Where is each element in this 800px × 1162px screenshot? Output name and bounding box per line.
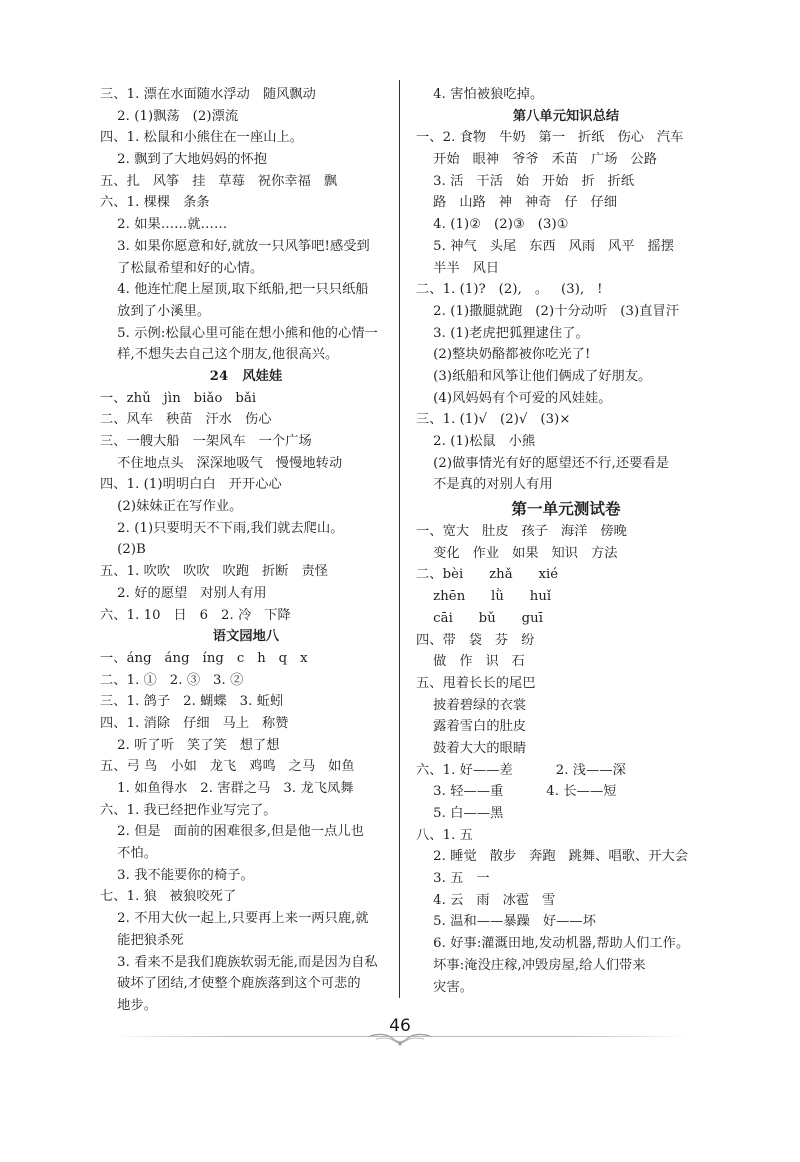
right-answer-line: 二、bèi zhǎ xié: [416, 567, 559, 583]
left-answer-line: (2)妹妹正在写作业。: [100, 499, 243, 515]
left-answer-line: 二、1. ① 2. ③ 3. ②: [100, 672, 244, 688]
left-answer-line: 三、1. 漂在水面随水浮动 随风飘动: [100, 87, 316, 102]
left-answer-line: 2. 飘到了大地妈妈的怀抱: [100, 152, 268, 168]
left-answer-line: 一、zhǔ jìn biǎo bǎi: [100, 390, 257, 406]
right-answer-line: (4)风妈妈有个可爱的风娃娃。: [416, 390, 612, 406]
right-answer-line: 六、1. 好——差 2. 浅——深: [416, 762, 626, 778]
right-answer-line: 五、甩着长长的尾巴: [416, 675, 536, 691]
right-answer-line: (2)做事情光有好的愿望还不行,还要看是: [416, 455, 670, 471]
left-answer-line: 六、1. 10 日 6 2. 冷 下降: [100, 607, 291, 623]
left-answer-line: 不怕。: [100, 846, 158, 862]
left-answer-line: 五、弓 鸟 小如 龙飞 鸡鸣 之马 如鱼: [100, 759, 355, 775]
right-answer-line: 八、1. 五: [416, 827, 473, 843]
right-answer-line: 3. (1)老虎把狐狸逮住了。: [416, 325, 589, 341]
right-answer-line: 3. 活 干活 始 开始 折 折纸: [416, 173, 635, 189]
left-answer-line: 四、1. 消除 仔细 马上 称赞: [100, 715, 289, 731]
right-answer-line: 一、2. 食物 牛奶 第一 折纸 伤心 汽车: [416, 130, 684, 146]
left-answer-line: 四、1. 松鼠和小熊住在一座山上。: [100, 130, 304, 146]
left-answer-line: 1. 如鱼得水 2. 害群之马 3. 龙飞凤舞: [100, 781, 354, 796]
left-answer-line: 2. 不用大伙一起上,只要再上来一两只鹿,就: [100, 911, 369, 927]
left-answer-line: 地步。: [100, 997, 158, 1013]
left-answer-line: 六、1. 我已经把作业写完了。: [100, 802, 277, 818]
right-answer-line: 5. 神气 头尾 东西 风雨 风平 摇摆: [416, 238, 675, 254]
left-answer-line: 3. 看来不是我们鹿族软弱无能,而是因为自私: [100, 954, 378, 970]
left-answer-line: 二、风车 秧苗 汗水 伤心: [100, 412, 272, 428]
left-answer-line: 2. 好的愿望 对别人有用: [100, 585, 267, 601]
left-answer-line: 4. 他连忙爬上屋顶,取下纸船,把一只只纸船: [100, 282, 369, 298]
left-answer-line: 能把狼杀死: [100, 932, 184, 948]
right-answer-line: 鼓着大大的眼睛: [416, 740, 527, 756]
left-answer-line: 五、1. 吹吹 吹吹 吹跑 折断 责怪: [100, 564, 329, 580]
right-section-heading: 第一单元测试卷: [511, 499, 621, 519]
left-answer-line: 2. 但是 面前的困难很多,但是他一点儿也: [100, 824, 365, 840]
left-answer-line: 四、1. (1)明明白白 开开心心: [100, 477, 282, 493]
right-answer-line: 四、带 袋 芬 纷: [416, 632, 535, 648]
right-answer-line: 变化 作业 如果 知识 方法: [416, 545, 618, 561]
right-answer-line: 2. (1)撒腿就跑 (2)十分动听 (3)直冒汗: [416, 303, 680, 319]
right-answer-line: 3. 五 一: [416, 871, 490, 887]
right-answer-column: [416, 84, 716, 998]
right-answer-line: 二、1. (1)? (2), 。 (3), !: [416, 282, 603, 298]
right-answer-line: 披着碧绿的衣裳: [416, 697, 527, 713]
right-answer-line: (3)纸船和风筝让他们俩成了好朋友。: [416, 368, 652, 384]
left-answer-line: 不住地点头 深深地吸气 慢慢地转动: [100, 455, 343, 471]
right-answer-line: 2. (1)松鼠 小熊: [416, 434, 536, 449]
left-answer-line: 3. 我不能要你的椅子。: [100, 867, 254, 883]
left-answer-column: [100, 84, 392, 1017]
left-answer-line: 六、1. 棵棵 条条: [100, 195, 210, 211]
right-answer-line: 露着雪白的肚皮: [416, 719, 527, 735]
column-divider: [399, 80, 400, 998]
left-answer-line: 样,不想失去自己这个朋友,他很高兴。: [100, 347, 339, 363]
right-answer-line: 坏事:淹没庄稼,冲毁房屋,给人们带来: [416, 957, 646, 973]
footer-ornament-icon: [366, 1030, 434, 1050]
right-answer-line: 路 山路 神 神奇 仔 仔细: [416, 195, 618, 211]
right-answer-line: 5. 白——黑: [416, 806, 504, 821]
right-answer-line: 不是真的对别人有用: [416, 477, 553, 493]
right-answer-line: 5. 温和——暴躁 好——坏: [416, 914, 596, 930]
right-answer-line: (2)整块奶酪都被你吃光了!: [416, 347, 591, 363]
left-answer-line: 2. 听了听 笑了笑 想了想: [100, 737, 280, 753]
right-answer-line: 4. (1)② (2)③ (3)①: [416, 217, 569, 233]
left-answer-line: 三、1. 鸽子 2. 蝴蝶 3. 蚯蚓: [100, 694, 284, 710]
right-answer-line: 3. 轻——重 4. 长——短: [416, 784, 617, 800]
left-answer-line: 3. 如果你愿意和好,就放一只风筝吧!感受到: [100, 238, 370, 254]
right-answer-line: 4. 云 雨 冰雹 雪: [416, 892, 556, 908]
left-answer-line: 一、áng áng íng c h q x: [100, 650, 308, 666]
right-section-heading: 第八单元知识总结: [512, 108, 620, 124]
left-section-heading: 语文园地八: [212, 629, 280, 645]
left-answer-line: 五、扎 风筝 挂 草莓 祝你幸福 飘: [100, 173, 338, 189]
left-section-heading: 24 风娃娃: [209, 368, 283, 384]
left-answer-line: 2. (1)飘荡 (2)漂流: [100, 108, 239, 124]
left-answer-line: 破坏了团结,才使整个鹿族落到这个可悲的: [100, 976, 361, 992]
page-number: 46: [389, 1016, 411, 1036]
left-answer-line: (2)B: [100, 542, 146, 558]
right-answer-line: 4. 害怕被狼吃掉。: [416, 87, 544, 102]
right-answer-line: 半半 风日: [416, 260, 500, 276]
right-answer-line: 6. 好事:灌溉田地,发动机器,帮助人们工作。: [416, 936, 690, 952]
right-answer-line: 一、宽大 肚皮 孩子 海洋 傍晚: [416, 524, 627, 540]
left-answer-line: 三、一艘大船 一架风车 一个广场: [100, 434, 312, 449]
right-answer-line: cāi bǔ guī: [416, 610, 544, 626]
right-answer-line: zhēn lǜ huǐ: [416, 589, 552, 605]
left-answer-line: 2. (1)只要明天不下雨,我们就去爬山。: [100, 520, 344, 536]
left-answer-line: 5. 示例:松鼠心里可能在想小熊和他的心情一: [100, 325, 378, 341]
left-answer-line: 放到了小溪里。: [100, 303, 211, 319]
left-answer-line: 七、1. 狼 被狼咬死了: [100, 889, 237, 905]
right-answer-line: 三、1. (1)√ (2)√ (3)×: [416, 412, 571, 428]
left-answer-line: 了松鼠希望和好的心情。: [100, 260, 264, 276]
right-answer-line: 2. 睡觉 散步 奔跑 跳舞、唱歌、开大会: [416, 849, 689, 865]
right-answer-line: 开始 眼神 爷爷 禾苗 广场 公路: [416, 152, 657, 168]
left-answer-line: 2. 如果……就……: [100, 217, 228, 233]
right-answer-line: 做 作 识 石: [416, 654, 525, 670]
right-answer-line: 灾害。: [416, 979, 474, 995]
